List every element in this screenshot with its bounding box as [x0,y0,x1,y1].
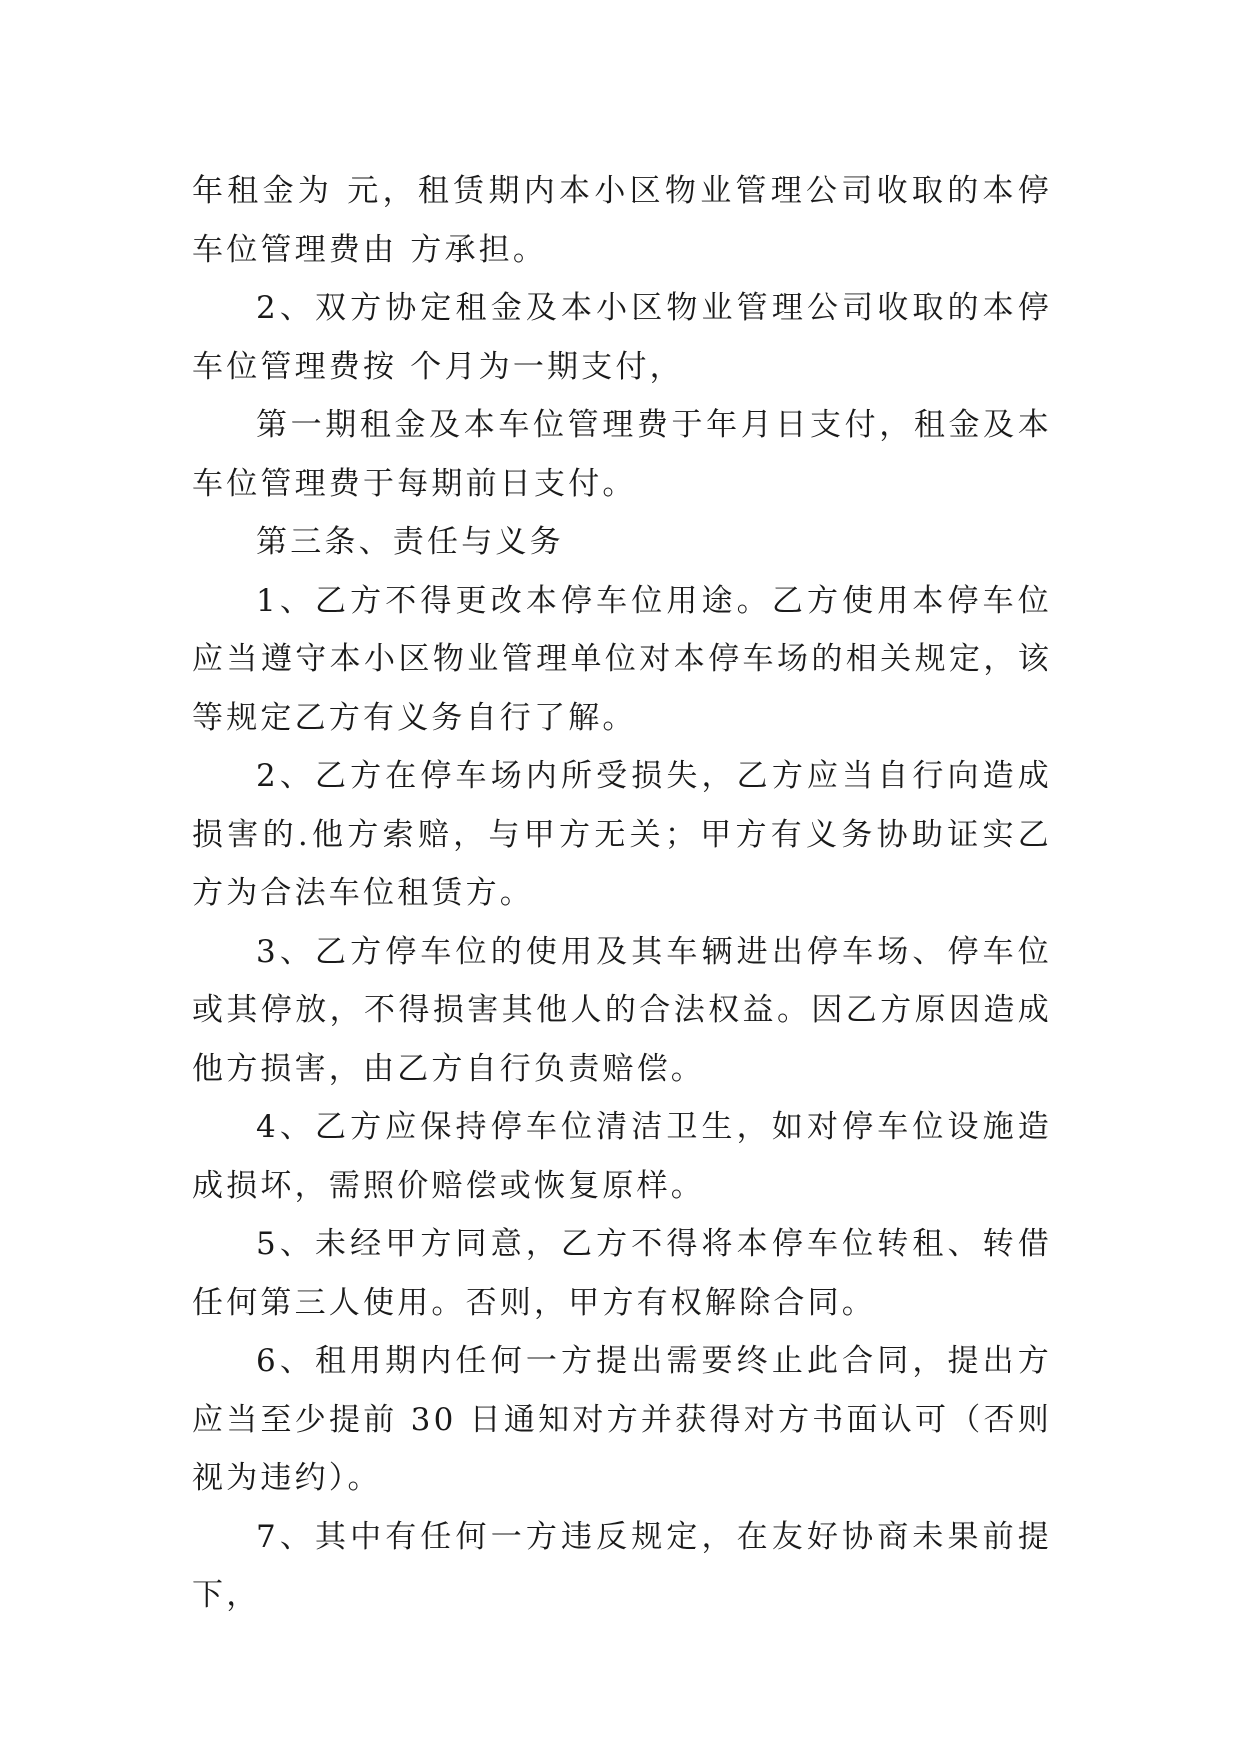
clause-6: 6、租用期内任何一方提出需要终止此合同，提出方应当至少提前 30 日通知对方并获得对方书面认可（否则视为违约）。 [192,1343,1052,1496]
clause-3: 3、乙方停车位的使用及其车辆进出停车场、停车位或其停放，不得损害其他人的合法权益。因乙方原因造成他方损害，由乙方自行负责赔偿。 [192,933,1052,1087]
paragraph-first-payment: 第一期租金及本车位管理费于年月日支付，租金及本车位管理费于每期前日支付。 [192,407,1052,502]
paragraph-payment-period: 2、双方协定租金及本小区物业管理公司收取的本停车位管理费按 个月为一期支付， [192,290,1052,385]
paragraph-rent-amount: 年租金为 元，租赁期内本小区物业管理公司收取的本停车位管理费由 方承担。 [192,173,1052,268]
clause-7: 7、其中有任何一方违反规定，在友好协商未果前提下， [192,1518,1052,1613]
clause-4: 4、乙方应保持停车位清洁卫生，如对停车位设施造成损坏，需照价赔偿或恢复原样。 [192,1109,1052,1204]
section-heading-article-3: 第三条、责任与义务 [256,524,564,560]
document-body [192,162,1052,1625]
clause-2: 2、乙方在停车场内所受损失，乙方应当自行向造成损害的.他方索赔，与甲方无关；甲方有义务协助证实乙方为合法车位租赁方。 [192,758,1052,911]
clause-1: 1、乙方不得更改本停车位用途。乙方使用本停车位应当遵守本小区物业管理单位对本停车场的相关规定，该等规定乙方有义务自行了解。 [192,582,1052,736]
clause-5: 5、未经甲方同意，乙方不得将本停车位转租、转借任何第三人使用。否则，甲方有权解除合同。 [192,1226,1052,1321]
